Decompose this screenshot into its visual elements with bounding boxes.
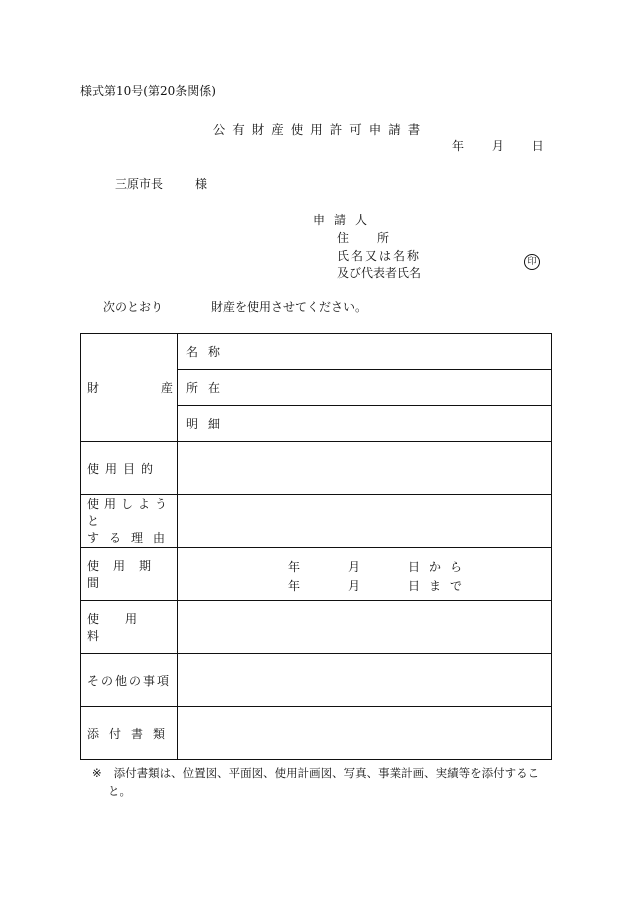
representative-label: 及び代表者氏名 — [337, 266, 422, 280]
note-mark: ※ — [92, 766, 102, 780]
reason-label-line2: する理由 — [87, 530, 176, 545]
period-label: 使用期間 — [81, 548, 178, 601]
period-end-day: 日まで — [408, 579, 472, 593]
property-name-cell[interactable] — [178, 334, 552, 370]
applicant-label: 申請人 — [313, 213, 377, 227]
intro-before: 次のとおり — [103, 300, 164, 314]
date-line — [452, 137, 544, 154]
note-line1: 添付書類は、位置図、平面図、使用計画図、写真、事業計画、実績等を添付するこ — [113, 766, 540, 780]
seal-icon: 印 — [524, 254, 540, 270]
period-start — [288, 558, 471, 575]
reason-label-line1: 使用しようと — [87, 496, 173, 528]
period-end-year: 年 — [288, 579, 301, 593]
intro-sentence — [103, 298, 367, 315]
period-start-month: 月 — [348, 560, 361, 574]
reason-field[interactable] — [178, 495, 552, 548]
attachments-label: 添付書類 — [81, 707, 178, 760]
purpose-label: 使用目的 — [81, 442, 178, 495]
fee-label: 使用料 — [81, 601, 178, 654]
property-details-label: 明細 — [186, 417, 231, 431]
name-label: 氏名又は名称 — [337, 249, 422, 263]
reason-label — [81, 495, 178, 548]
property-name-label: 名称 — [186, 345, 231, 359]
date-month: 月 — [491, 139, 504, 153]
period-end-month: 月 — [348, 579, 361, 593]
period-start-year: 年 — [288, 560, 301, 574]
other-field[interactable] — [178, 654, 552, 707]
intro-after: 財産を使用させてください。 — [211, 300, 368, 314]
footnote — [92, 764, 539, 800]
page-title: 公有財産使用許可申請書 — [212, 122, 428, 137]
note-line2: と。 — [108, 784, 131, 798]
addressee — [115, 175, 207, 192]
period-field[interactable] — [178, 548, 552, 601]
property-location-label: 所在 — [186, 381, 231, 395]
application-table — [80, 333, 552, 760]
property-label-left: 財 — [87, 381, 100, 395]
property-details-cell[interactable] — [178, 406, 552, 442]
fee-field[interactable] — [178, 601, 552, 654]
form-number: 様式第10号(第20条関係) — [80, 84, 216, 98]
addressee-honorific: 様 — [195, 177, 208, 191]
addressee-name: 三原市長 — [115, 177, 164, 191]
property-label-cell — [81, 334, 178, 442]
address-label: 住所 — [337, 231, 418, 245]
property-label-right: 産 — [160, 381, 173, 395]
date-year: 年 — [452, 139, 465, 153]
date-day: 日 — [531, 139, 544, 153]
other-label: その他の事項 — [81, 654, 178, 707]
purpose-field[interactable] — [178, 442, 552, 495]
period-end — [288, 577, 471, 594]
attachments-field[interactable] — [178, 707, 552, 760]
period-start-day: 日から — [408, 560, 472, 574]
property-location-cell[interactable] — [178, 370, 552, 406]
